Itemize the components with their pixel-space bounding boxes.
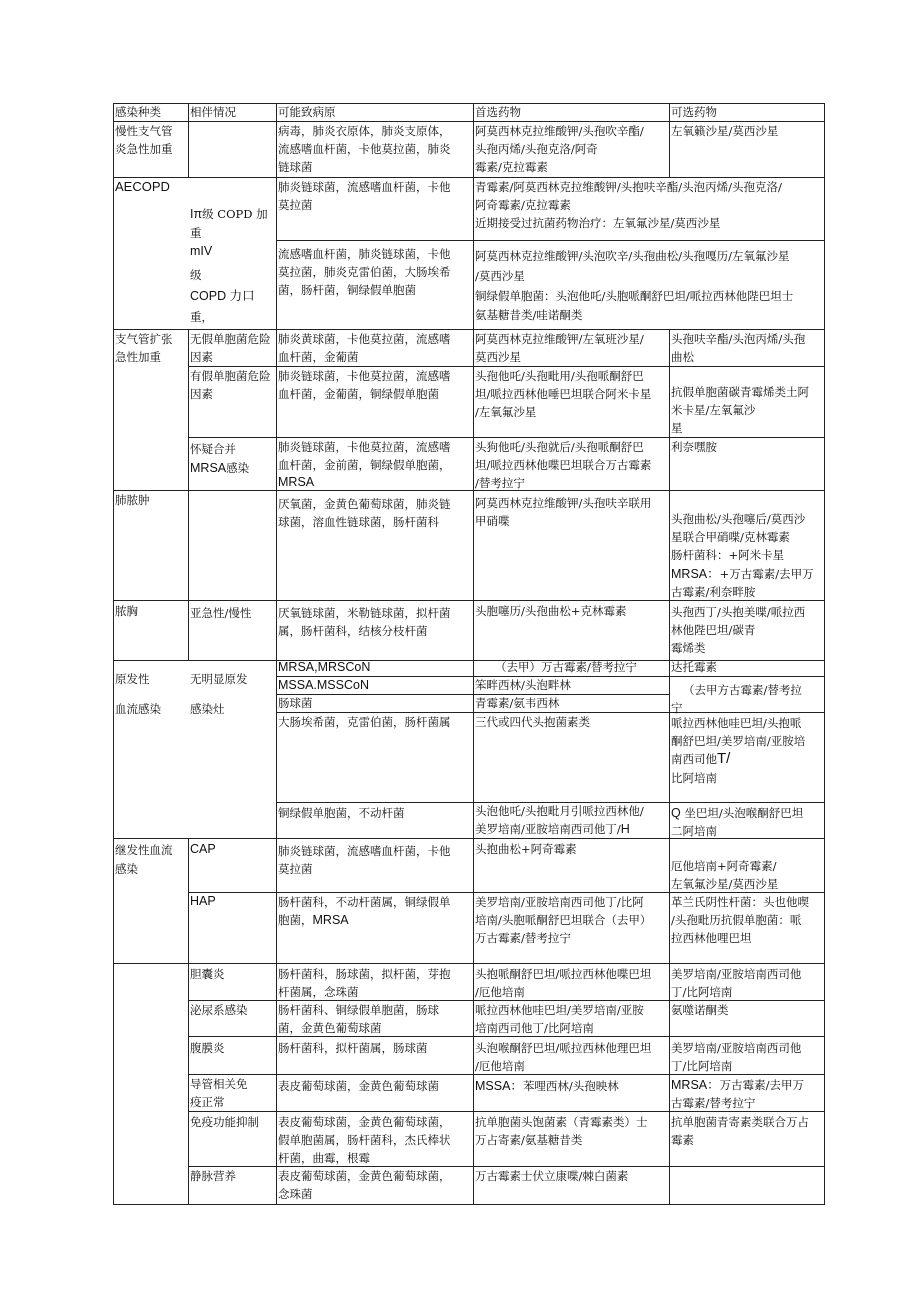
- pathogen-mrsa: MRSA: [312, 913, 349, 927]
- pathogen-text: 肺炎链球菌，流感嗜血杆菌，卡他: [278, 180, 451, 194]
- alternative-text-part: 南西司他: [671, 752, 717, 766]
- first-choice-text: 阿莫西林克拉维酸钾/头泡吹辛/头孢曲松/头孢嘎历/左氧氟沙星: [475, 249, 790, 263]
- pathogen-text: 血杆菌，金葡菌: [278, 350, 359, 364]
- alternative-text-part: 万古霉素/去甲万: [719, 1078, 804, 1092]
- first-choice-part: H: [620, 822, 630, 836]
- infection-label: 原发性: [115, 672, 150, 686]
- first-choice-text: 头抱曲松+阿奇霉素: [475, 842, 577, 856]
- condition-text: CAP: [190, 842, 216, 856]
- pathogen-text: 菌，金黄色葡萄球菌: [278, 1021, 382, 1035]
- pathogen-text: 流感嗜血杆菌，卡他莫拉菌，肺炎: [278, 142, 451, 156]
- pathogen-text: 大肠埃希菌，克雷伯菌，肠杆菌属: [278, 715, 451, 729]
- first-choice-text: [475, 1077, 619, 1096]
- alternative-text: 利奈嘿胺: [671, 440, 717, 454]
- condition-text: 胆囊炎: [190, 967, 225, 981]
- pathogen-text: 假单胞菌属，肠杆菌科，杰氏棒状: [278, 1133, 451, 1147]
- first-choice-text: 头孢丙烯/头孢克洛/阿奇: [475, 142, 598, 156]
- pathogen-text: 肠杆菌科，肠球菌，拟杆菌，芽抱: [278, 967, 451, 981]
- alternative-text: 革兰氏阴性杆菌：头也他喫: [671, 895, 809, 909]
- first-choice-text: 笨畔西林/头泡畔林: [475, 678, 571, 692]
- first-choice-part: 美罗培南/亚胺培南西司他丁/: [475, 822, 621, 836]
- pathogen-text: 肠杆菌科，不动杆菌属，铜绿假单: [278, 895, 451, 909]
- alternative-text: 哌拉西林他哇巴坦/头抱哌: [671, 716, 802, 730]
- first-choice-text: /左氧氟沙星: [475, 405, 537, 419]
- first-choice-text: /莫西沙星: [475, 269, 525, 283]
- first-choice-text: 哌拉西林他哇巴坦/美罗培南/亚胺: [475, 1003, 644, 1017]
- pathogen-text: 菌，肠杆菌，铜绿假单胞菌: [278, 283, 416, 297]
- grid-line: [276, 240, 825, 241]
- alternative-text: 美罗培南/亚胺培南西司他: [671, 967, 802, 981]
- grid-line: [188, 329, 189, 660]
- alternative-text-part: 坐巴坦/头泡喉酮舒巴坦: [684, 806, 804, 820]
- first-choice-text: /厄他培南: [475, 1059, 525, 1073]
- grid-line: [188, 103, 189, 177]
- first-choice-text: 青霉素/阿莫西林克拉维酸钾/头抱呋辛酯/头泡丙烯/头孢克洛/: [475, 180, 782, 194]
- pathogen-text: 肺炎链球菌，卡他莫拉菌，流感嗜: [278, 440, 451, 454]
- first-choice-text: 头狗他吒/头孢就后/头孢哌酮舒巴: [475, 440, 644, 454]
- grid-line: [669, 103, 670, 177]
- pathogen-text: 肠球菌: [278, 696, 313, 710]
- alternative-text-part: T/: [717, 750, 731, 767]
- alternative-text: 头孢西丁/头抱美喋/哌拉西: [671, 605, 806, 619]
- alternative-text: 霉素: [671, 1133, 694, 1147]
- first-choice-text: 头泡喉酮舒巴坦/哌拉西林他理巴坦: [475, 1041, 652, 1055]
- alternative-text: 丁/比阿培南: [671, 1059, 733, 1073]
- pathogen-text: 肺炎链球菌，卡他莫拉菌，流感嗜: [278, 369, 451, 383]
- first-choice-text: /厄他培南: [475, 985, 525, 999]
- pathogen-text: 属，肠杆菌科，结核分枝杆菌: [278, 624, 428, 638]
- first-choice-text: 阿莫西林克拉维酸钾/头孢呋辛联用: [475, 496, 652, 510]
- first-choice-text: 头抱哌酮舒巴坦/哌拉西林他喋巴坦: [475, 967, 652, 981]
- condition-text: [190, 459, 249, 478]
- mrsa-label: MRSA：: [671, 567, 720, 581]
- alternative-text: 星: [671, 421, 683, 435]
- first-choice-text: （去甲）万古霉素/替考拉宁: [495, 660, 637, 674]
- condition-text: 免疫功能抑制: [190, 1115, 259, 1129]
- alternative-text: 二阿培南: [671, 824, 717, 838]
- first-choice-text: 坦/哌拉西林他唾巴坦联合阿米卡星: [475, 387, 652, 401]
- alternative-text: 左氧氟沙星/莫西沙星: [671, 877, 779, 891]
- grid-line: [113, 103, 114, 1205]
- pathogen-text: 肺炎链球菌，流感嗜血杆菌，卡他: [278, 844, 451, 858]
- pathogen-text: 血杆菌，金前菌，铜绿假单胞菌，: [278, 458, 451, 472]
- condition-mrsa: MRSA: [190, 461, 227, 475]
- alternative-text: 肠杆菌科：+阿米卡星: [671, 548, 785, 562]
- first-choice-text: 美罗培南/亚胺培南西司他丁/比阿: [475, 895, 644, 909]
- pathogen-text: 莫拉菌: [278, 198, 313, 212]
- alternative-text: 厄他培南+阿奇霉素/: [671, 859, 777, 873]
- grid-line: [824, 103, 825, 1205]
- pathogen-text: 肠杆菌科、铜绿假单胞菌，肠球: [278, 1003, 439, 1017]
- condition-text: 静脉营养: [190, 1169, 236, 1183]
- pathogen-text: 念珠菌: [278, 1187, 313, 1201]
- pathogen-text: 球菌，溶血性链球菌，肠杆菌科: [278, 515, 439, 529]
- first-choice-text: 万古霉素士伏立康喋/棘白菌素: [475, 1169, 629, 1183]
- alternative-text: [671, 565, 814, 584]
- alternative-text: 氨噬诺酮类: [671, 1003, 729, 1017]
- header-cell-pathogens: 可能致病原: [278, 105, 336, 119]
- first-choice-text: 甲硝喋: [475, 514, 510, 528]
- condition-text: 无假单胞菌危险: [190, 332, 271, 346]
- grid-line: [473, 103, 474, 1205]
- infection-label: 支气管扩张: [115, 332, 173, 346]
- alternative-text: 比阿培南: [671, 771, 717, 785]
- pathogen-text: MSSA.MSSCoN: [278, 678, 369, 692]
- alternative-text: 霉烯类: [671, 641, 706, 655]
- first-choice-text: 抗单胞菌头饱菌素（青霉素类）士: [475, 1115, 648, 1129]
- condition-text: 无明显原发: [190, 672, 248, 686]
- infection-label: 血流感染: [115, 702, 161, 716]
- alternative-text: [671, 804, 803, 823]
- first-choice-text: 头泡他吒/头抱毗月引哌拉西林他/: [475, 804, 644, 818]
- condition-text-c: COPD 力口: [190, 289, 255, 303]
- pathogen-text: 病毒，肺炎衣原体，肺炎支原体，: [278, 124, 451, 138]
- condition-text-a: Iπ: [190, 207, 203, 221]
- pathogen-text: 流感嗜血杆菌，肺炎链球菌，卡他: [278, 247, 451, 261]
- alternative-text-part: Q: [671, 806, 681, 820]
- pathogen-text: 厌氧链球菌，米勒链球菌，拟杆菌: [278, 606, 451, 620]
- first-choice-text: 铜绿假单胞菌：头泡他吒/头胞哌酮舒巴坦/哌拉西林他陛巴坦士: [475, 289, 794, 303]
- infection-label: 肺脓肿: [115, 493, 150, 507]
- grid-line: [113, 963, 825, 964]
- pathogen-text: 表皮葡萄球菌，金黄色葡萄球菌，: [278, 1115, 451, 1129]
- alternative-text: [671, 1076, 804, 1095]
- alternative-text: 曲松: [671, 350, 694, 364]
- infection-label: 炎急性加重: [115, 142, 173, 156]
- first-choice-text: 阿莫西林克拉维酸钾/头孢吹辛酯/: [475, 124, 644, 138]
- pathogen-text: 杆菌属，念珠菌: [278, 985, 359, 999]
- condition-text: 重，: [190, 310, 213, 324]
- first-choice-text: 近期接受过抗菌药物治疗：左氧氟沙星/莫西沙星: [475, 216, 721, 230]
- infection-label: 感染: [115, 862, 138, 876]
- alternative-text: 抗假单胞菌碳青霉烯类土阿: [671, 385, 809, 399]
- first-choice-text: [475, 820, 630, 839]
- condition-text: 因素: [190, 350, 213, 364]
- condition-text: mIV: [190, 244, 213, 258]
- condition-text: 导管相关免: [190, 1077, 248, 1091]
- first-choice-text: 头胞噻历/头孢曲松+克林霉素: [475, 604, 627, 618]
- alternative-text: 米卡星/左氧氟沙: [671, 403, 756, 417]
- alternative-text: 星联合甲硝喋/克林霉素: [671, 530, 790, 544]
- condition-text: 有假单胞菌危险: [190, 369, 271, 383]
- alternative-text: 酮舒巴坦/美罗培南/亚胺培: [671, 734, 806, 748]
- alternative-text: 古霉素/替考拉宁: [671, 1096, 756, 1110]
- alternative-text: [671, 750, 730, 769]
- condition-text: 泌尿系感染: [190, 1003, 248, 1017]
- pathogen-text: 莫拉菌，肺炎克雷伯菌，大肠埃希: [278, 265, 451, 279]
- first-choice-text: 霉素/克拉霉素: [475, 160, 548, 174]
- condition-text: 级: [190, 268, 202, 282]
- alternative-text: 头孢呋辛酯/头泡丙烯/头孢: [671, 332, 806, 346]
- condition-text: 重: [190, 226, 202, 240]
- pathogen-text: MRSA: [278, 475, 315, 489]
- condition-text: 疫正常: [190, 1095, 225, 1109]
- header-cell-alternative: 可选药物: [671, 105, 717, 119]
- infection-label: 急性加重: [115, 350, 161, 364]
- infection-label: AECOPD: [115, 179, 170, 194]
- condition-text: 怀疑合并: [190, 442, 236, 456]
- pathogen-text: 厌氧菌，金黄色葡萄球菌，肺炎链: [278, 497, 451, 511]
- header-cell-first-choice: 首选药物: [475, 105, 521, 119]
- pathogen-text: 莫拉菌: [278, 862, 313, 876]
- first-choice-text: 三代或四代头抱菌素类: [475, 715, 590, 729]
- pathogen-text: 表皮葡萄球菌，金黄色葡萄球菌，: [278, 1169, 451, 1183]
- condition-text: [190, 205, 268, 224]
- first-choice-text: 万占寄素/氨基糖昔类: [475, 1133, 583, 1147]
- mrsa-therapy: +万古霉素/去甲万: [719, 567, 814, 581]
- grid-line: [188, 838, 189, 1205]
- infection-label: 慢性支气管: [115, 124, 173, 138]
- alternative-text: 美罗培南/亚胺培南西司他: [671, 1041, 802, 1055]
- first-choice-text: /替考拉宁: [475, 476, 525, 490]
- first-choice-text: 阿奇霉素/克拉霉素: [475, 198, 571, 212]
- pathogen-text: 铜绿假单胞菌，不动杆菌: [278, 806, 405, 820]
- alternative-text: 古霉素/利奈畔胺: [671, 585, 756, 599]
- grid-line: [276, 103, 277, 1205]
- pathogen-text: 表皮葡萄球菌，金黄色葡萄球菌: [278, 1079, 439, 1093]
- first-choice-text: 氨基糖昔类/哇诺酮类: [475, 308, 583, 322]
- grid-line: [113, 660, 825, 661]
- infection-label: 继发性血流: [115, 843, 173, 857]
- first-choice-text: 青霉素/氨韦西林: [475, 696, 560, 710]
- condition-suffix: 感染: [226, 461, 250, 475]
- grid-line: [113, 1204, 825, 1205]
- condition-text: 因素: [190, 387, 213, 401]
- alternative-text: 丁/比阿培南: [671, 985, 733, 999]
- first-choice-text: 万古霉素/替考拉宁: [475, 931, 571, 945]
- mssa-label: MSSA：: [475, 1079, 523, 1093]
- infection-label: 脓胸: [115, 604, 138, 618]
- pathogen-text: [278, 911, 349, 930]
- pathogen-text-part: 胞菌，: [278, 913, 313, 927]
- alternative-text: /头孢毗历抗假单胞菌：哌: [671, 913, 802, 927]
- alternative-text: 左氧籁沙星/莫西沙星: [671, 124, 779, 138]
- alternative-text: 宁: [671, 701, 683, 715]
- condition-text: 感染灶: [190, 702, 225, 716]
- condition-text: [190, 287, 255, 306]
- alternative-text: （去甲方古霉素/替考拉: [683, 683, 802, 697]
- header-cell-condition: 相伴情况: [190, 105, 236, 119]
- pathogen-text: 肠杆菌科，拟杆菌属，肠球菌: [278, 1041, 428, 1055]
- first-choice-text: 莫西沙星: [475, 350, 521, 364]
- pathogen-text: 血杆菌，金葡菌，铜绿假单胞菌: [278, 387, 439, 401]
- pathogen-text: MRSA,MRSCoN: [278, 660, 371, 674]
- mrsa-label: MRSA：: [671, 1078, 720, 1092]
- condition-text: 亚急性/慢性: [190, 606, 252, 620]
- header-cell-infection: 感染种类: [115, 105, 161, 119]
- pathogen-text: 肺炎黄球菌，卡他莫拉菌，流感嗜: [278, 332, 451, 346]
- first-choice-text: 培南西司他丁/比阿培南: [475, 1021, 594, 1035]
- first-choice-part: 苯哩西林/头孢映林: [522, 1079, 619, 1093]
- first-choice-text: 坦/哌拉西林他喋巴坦联合万古霉素: [475, 458, 652, 472]
- condition-text: 腹膜炎: [190, 1041, 225, 1055]
- alternative-text: 林他陛巴坦/碳青: [671, 623, 756, 637]
- alternative-text: 抗单胞菌青寄素类联合万占: [671, 1115, 809, 1129]
- first-choice-text: 培南/头胞哌酮舒巴坦联合（去甲）: [475, 913, 652, 927]
- grid-line: [113, 838, 825, 839]
- grid-line: [113, 490, 825, 491]
- condition-text-b: 级 COPD 加: [202, 207, 268, 221]
- alternative-text: 头孢曲松/头孢噻后/莫西沙: [671, 512, 806, 526]
- first-choice-text: 阿莫西林克拉维酸钾/左氧班沙星/: [475, 332, 644, 346]
- condition-text: HAP: [190, 894, 216, 908]
- first-choice-text: 头孢他吒/头孢毗用/头孢哌酮舒巴: [475, 369, 644, 383]
- alternative-text: 拉西林他哩巴坦: [671, 931, 752, 945]
- alternative-text: 达托霉素: [671, 660, 717, 674]
- pathogen-text: 链球菌: [278, 160, 313, 174]
- pathogen-text: 杆菌，曲霉，根霉: [278, 1151, 370, 1165]
